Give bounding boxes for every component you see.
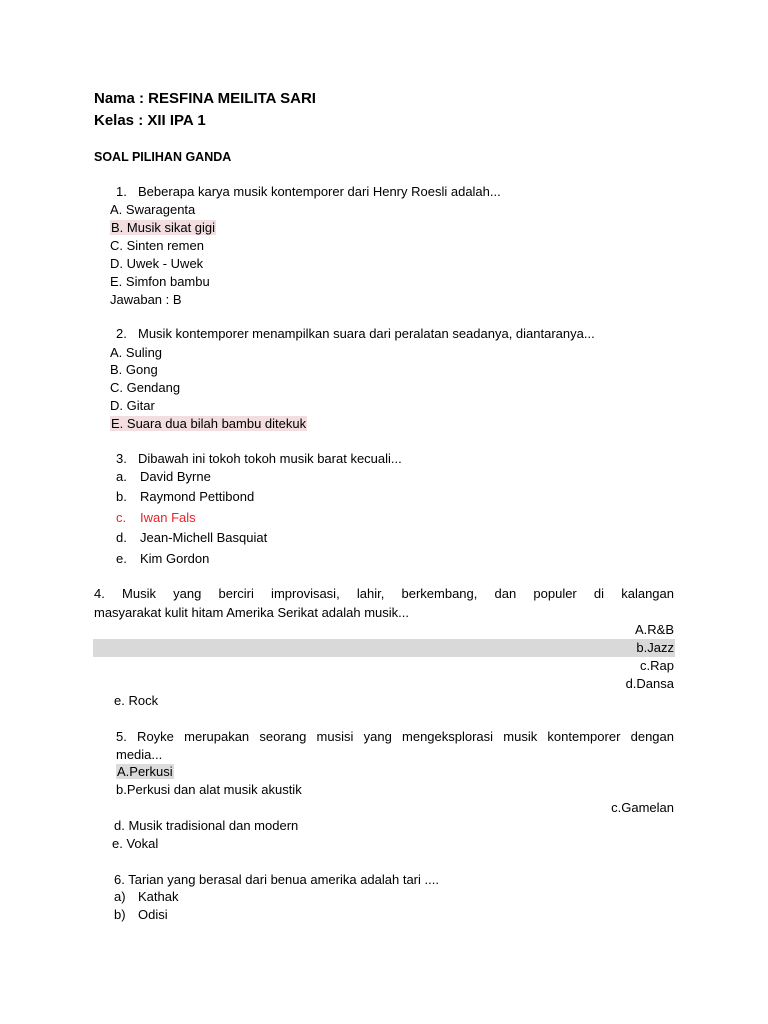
question-3-text: Dibawah ini tokoh tokoh musik barat kecuali... xyxy=(138,451,402,466)
question-4-line-2: masyarakat kulit hitam Amerika Serikat adalah musik... xyxy=(94,605,410,620)
q1-option-b-highlight: B. Musik sikat gigi xyxy=(111,220,216,235)
q4-option-e: e. Rock xyxy=(114,693,159,708)
question-4-line-1: 4. Musik yang berciri improvisasi, lahir, berkembang, dan populer di kalangan xyxy=(94,586,674,601)
question-2-text: Musik kontemporer menampilkan suara dari peralatan seadanya, diantaranya... xyxy=(138,326,595,341)
q3-option-b: b. Raymond Pettibond xyxy=(116,489,255,504)
q5-option-e: e. Vokal xyxy=(112,836,159,851)
question-1-number: 1. xyxy=(116,184,127,199)
q1-option-e: E. Simfon bambu xyxy=(110,274,210,289)
question-2-number: 2. xyxy=(116,326,127,341)
q5-option-c: c.Gamelan xyxy=(611,800,674,815)
student-class: Kelas : XII IPA 1 xyxy=(94,112,206,129)
q3-option-d: d. Jean-Michell Basquiat xyxy=(116,530,268,545)
q1-option-d: D. Uwek - Uwek xyxy=(110,256,204,271)
question-1-text: Beberapa karya musik kontemporer dari Henry Roesli adalah... xyxy=(138,184,501,199)
q2-option-e-highlight: E. Suara dua bilah bambu ditekuk xyxy=(111,416,307,431)
q2-option-a: A. Suling xyxy=(110,345,163,360)
q2-option-c: C. Gendang xyxy=(110,380,181,395)
q4-option-b: b.Jazz xyxy=(636,640,674,655)
q5-option-d: d. Musik tradisional dan modern xyxy=(114,818,299,833)
question-5-line-1: 5. Royke merupakan seorang musisi yang mengeksplorasi musik kontemporer dengan xyxy=(116,729,674,744)
q4-option-d: d.Dansa xyxy=(625,676,674,691)
question-2 xyxy=(116,326,595,342)
q6-option-a: a) Kathak xyxy=(114,889,179,904)
q5-option-a-highlight: A.Perkusi xyxy=(117,764,173,779)
q3-option-c: c. Iwan Fals xyxy=(116,510,196,525)
q2-option-d: D. Gitar xyxy=(110,398,155,413)
q1-option-a: A. Swaragenta xyxy=(110,202,196,217)
q4-highlight-band xyxy=(93,639,675,657)
q3-option-e: e. Kim Gordon xyxy=(116,551,210,566)
q5-option-b: b.Perkusi dan alat musik akustik xyxy=(116,782,302,797)
q4-option-c: c.Rap xyxy=(640,658,674,673)
question-6: 6. Tarian yang berasal dari benua amerika adalah tari .... xyxy=(114,872,439,887)
question-3 xyxy=(116,451,402,467)
student-name: Nama : RESFINA MEILITA SARI xyxy=(94,90,316,107)
q6-option-b: b) Odisi xyxy=(114,907,168,922)
question-5-line-2: media... xyxy=(116,747,163,762)
q1-answer: Jawaban : B xyxy=(110,292,182,307)
q1-option-c: C. Sinten remen xyxy=(110,238,204,253)
question-3-number: 3. xyxy=(116,451,127,466)
q5-option-a xyxy=(116,764,174,780)
section-title: SOAL PILIHAN GANDA xyxy=(94,150,232,164)
q3-option-a: a. David Byrne xyxy=(116,469,211,484)
q4-option-a: A.R&B xyxy=(634,622,674,637)
question-1 xyxy=(116,184,501,200)
q2-option-b: B. Gong xyxy=(110,362,158,377)
q2-option-e xyxy=(110,416,307,432)
q1-option-b xyxy=(110,220,216,236)
